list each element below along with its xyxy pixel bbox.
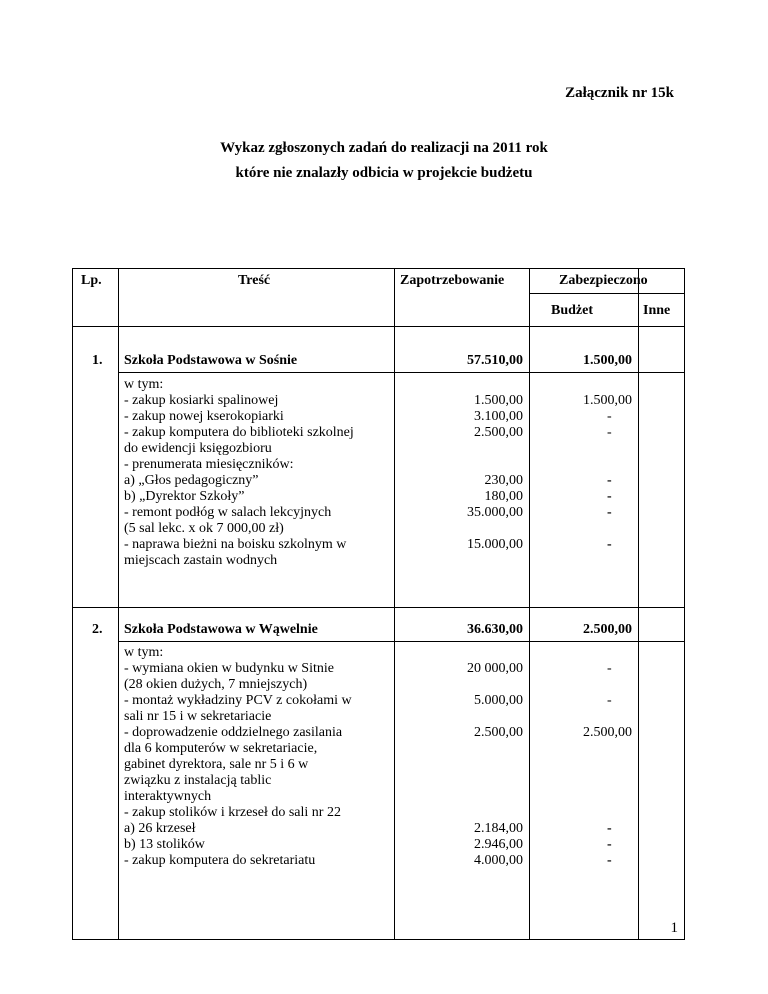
detail-line: - zakup komputera do biblioteki szkolnej xyxy=(124,425,354,440)
item-amount: 2.184,00 xyxy=(474,821,523,836)
header-inne: Inne xyxy=(643,303,671,318)
detail-line: - montaż wykładziny PCV z cokołami w xyxy=(124,693,352,708)
detail-line: - wymiana okien w budynku w Sitnie xyxy=(124,661,334,676)
detail-line: - zakup komputera do sekretariatu xyxy=(124,853,316,868)
detail-line: dla 6 komputerów w sekretariacie, xyxy=(124,741,318,756)
detail-line: interaktywnych xyxy=(124,789,212,804)
detail-line: w tym: xyxy=(124,645,164,660)
column-divider xyxy=(638,269,639,939)
item-budget: - xyxy=(607,489,612,504)
item-amount: 20 000,00 xyxy=(467,661,523,676)
item-amount: 15.000,00 xyxy=(467,537,523,552)
row-divider xyxy=(118,641,684,642)
detail-line: gabinet dyrektora, sale nr 5 i 6 w xyxy=(124,757,309,772)
section-total: 36.630,00 xyxy=(467,622,523,637)
item-amount: 35.000,00 xyxy=(467,505,523,520)
school-name: Szkoła Podstawowa w Wąwelnie xyxy=(124,622,318,637)
detail-line: do ewidencji księgozbioru xyxy=(124,441,272,456)
item-amount: 5.000,00 xyxy=(474,693,523,708)
school-name: Szkoła Podstawowa w Sośnie xyxy=(124,353,298,368)
section-budget: 1.500,00 xyxy=(583,353,632,368)
item-budget: - xyxy=(607,853,612,868)
item-budget: - xyxy=(607,837,612,852)
detail-line: związku z instalacją tablic xyxy=(124,773,272,788)
header-zabezpieczono: Zabezpieczono xyxy=(559,273,648,288)
item-amount: 1.500,00 xyxy=(474,393,523,408)
detail-line: a) 26 krzeseł xyxy=(124,821,196,836)
detail-line: (28 okien dużych, 7 mniejszych) xyxy=(124,677,308,692)
detail-line: a) „Głos pedagogiczny” xyxy=(124,473,259,488)
item-budget: 2.500,00 xyxy=(583,725,632,740)
row-number: 2. xyxy=(92,622,103,637)
item-amount: 180,00 xyxy=(484,489,523,504)
row-divider xyxy=(73,607,684,608)
item-budget: - xyxy=(607,661,612,676)
document-title: Wykaz zgłoszonych zadań do realizacji na 2011 rok xyxy=(220,140,548,156)
document-subtitle: które nie znalazły odbicia w projekcie budżetu xyxy=(235,165,533,181)
header-zapotrzebowanie: Zapotrzebowanie xyxy=(400,273,505,288)
item-budget: - xyxy=(607,409,612,424)
item-budget: - xyxy=(607,693,612,708)
column-divider xyxy=(118,269,119,939)
item-amount: 3.100,00 xyxy=(474,409,523,424)
detail-line: sali nr 15 i w sekretariacie xyxy=(124,709,272,724)
section-total: 57.510,00 xyxy=(467,353,523,368)
page-number: 1 xyxy=(670,920,678,936)
detail-line: - prenumerata miesięczników: xyxy=(124,457,294,472)
detail-line: - zakup kosiarki spalinowej xyxy=(124,393,279,408)
budget-table xyxy=(72,268,685,940)
item-budget: 1.500,00 xyxy=(583,393,632,408)
item-budget: - xyxy=(607,425,612,440)
row-divider xyxy=(118,372,684,373)
item-amount: 2.500,00 xyxy=(474,425,523,440)
item-budget: - xyxy=(607,473,612,488)
header-tresc: Treść xyxy=(238,273,271,288)
header-subdivider xyxy=(529,293,684,294)
detail-line: miejscach zastain wodnych xyxy=(124,553,278,568)
item-amount: 2.500,00 xyxy=(474,725,523,740)
item-budget: - xyxy=(607,821,612,836)
detail-line: - remont podłóg w salach lekcyjnych xyxy=(124,505,332,520)
item-budget: - xyxy=(607,537,612,552)
annex-label: Załącznik nr 15k xyxy=(565,85,674,101)
item-amount: 230,00 xyxy=(484,473,523,488)
detail-line: - zakup nowej kserokopiarki xyxy=(124,409,284,424)
detail-line: b) „Dyrektor Szkoły” xyxy=(124,489,245,504)
header-divider xyxy=(73,326,684,327)
detail-line: - naprawa bieżni na boisku szkolnym w xyxy=(124,537,347,552)
item-budget: - xyxy=(607,505,612,520)
item-amount: 4.000,00 xyxy=(474,853,523,868)
column-divider xyxy=(529,269,530,939)
section-budget: 2.500,00 xyxy=(583,622,632,637)
detail-line: - zakup stolików i krzeseł do sali nr 22 xyxy=(124,805,341,820)
row-number: 1. xyxy=(92,353,103,368)
detail-line: - doprowadzenie oddzielnego zasilania xyxy=(124,725,343,740)
detail-line: b) 13 stolików xyxy=(124,837,205,852)
header-budzet: Budżet xyxy=(551,303,593,318)
header-lp: Lp. xyxy=(81,273,102,288)
item-amount: 2.946,00 xyxy=(474,837,523,852)
detail-line: w tym: xyxy=(124,377,164,392)
detail-line: (5 sal lekc. x ok 7 000,00 zł) xyxy=(124,521,284,536)
